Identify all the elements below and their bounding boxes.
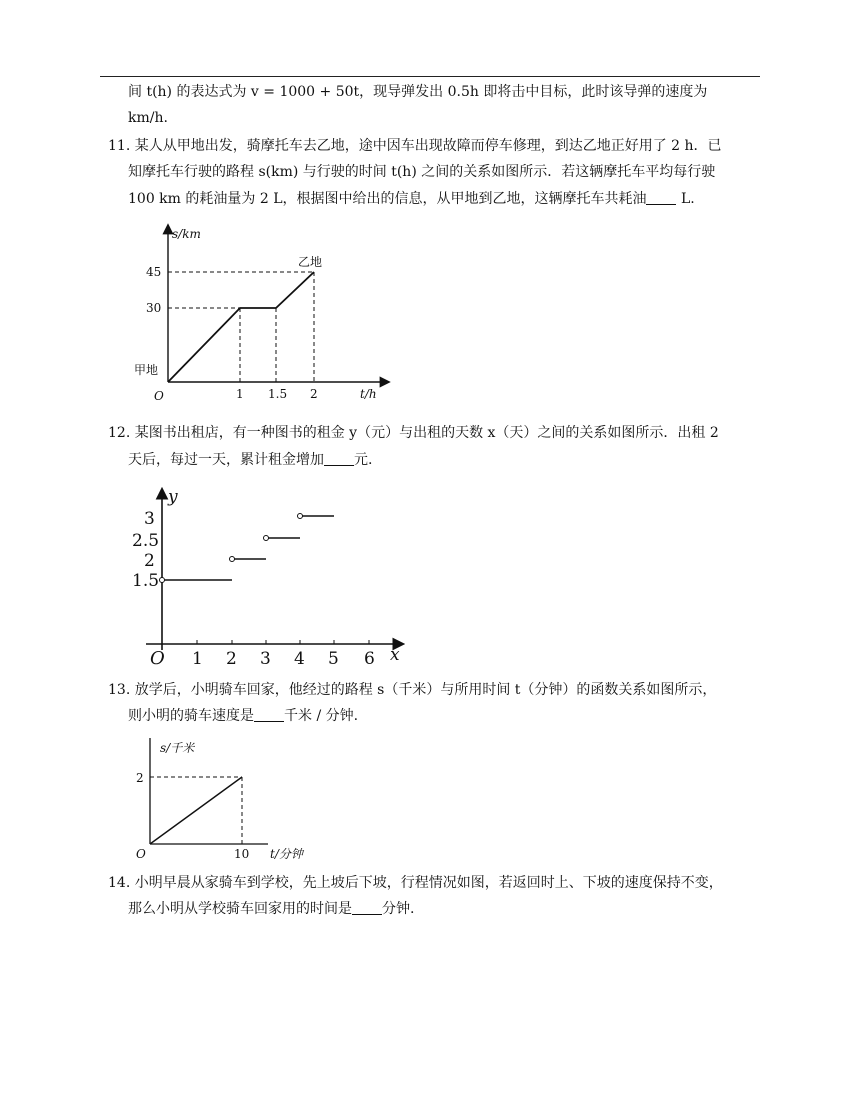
open-point	[264, 536, 269, 541]
figure-rent-step-graph	[128, 484, 418, 669]
x-tick-4: 4	[294, 649, 305, 669]
y-axis-label: y	[168, 487, 178, 507]
q13-line2-text: 则小明的骑车速度是	[128, 708, 254, 724]
x-tick-3: 3	[260, 649, 271, 669]
question-14	[108, 873, 723, 893]
open-point	[160, 578, 165, 583]
y-tick-2: 2	[136, 771, 144, 785]
x-axis-label: t/分钟	[270, 847, 303, 861]
q13-line2	[128, 706, 358, 726]
question-text: 某人从甲地出发，骑摩托车去乙地，途中因车出现故障而停车修理，到达乙地正好用了 2 h．已	[134, 138, 722, 154]
origin-label: O	[136, 847, 146, 861]
question-number: 14.	[108, 875, 131, 891]
question-12	[108, 423, 719, 443]
question-number: 12.	[108, 425, 131, 441]
x-tick-2: 2	[310, 387, 318, 401]
header-rule	[100, 76, 760, 77]
question-text: 放学后，小明骑车回家，他经过的路程 s（千米）与所用时间 t（分钟）的函数关系如图所示，	[134, 682, 717, 698]
question-number: 11.	[108, 138, 131, 154]
answer-blank[interactable]	[324, 451, 354, 466]
distance-curve	[168, 272, 314, 382]
q12-unit: 元.	[354, 452, 373, 468]
start-label: 甲地	[134, 363, 159, 377]
origin-label: O	[150, 648, 165, 669]
answer-blank[interactable]	[352, 900, 382, 915]
question-11	[108, 136, 722, 156]
open-point	[298, 514, 303, 519]
q11-unit: L.	[680, 191, 695, 207]
q14-line2	[128, 899, 414, 919]
x-tick-1: 1	[192, 649, 203, 669]
answer-blank[interactable]	[254, 707, 284, 722]
open-point	[230, 557, 235, 562]
x-tick-2: 2	[226, 649, 237, 669]
y-tick-2: 2	[144, 551, 155, 571]
y-tick-45: 45	[146, 265, 162, 279]
q10-line2: km/h.	[128, 110, 168, 126]
q14-line2-text: 那么小明从学校骑车回家用的时间是	[128, 901, 352, 917]
x-axis-label: t/h	[360, 387, 377, 401]
y-tick-1-5: 1.5	[132, 571, 160, 591]
y-tick-2-5: 2.5	[132, 531, 160, 551]
ride-line	[150, 777, 242, 844]
q13-unit: 千米 / 分钟.	[284, 708, 359, 724]
x-tick-1-5: 1.5	[268, 387, 288, 401]
origin-label: O	[154, 389, 164, 403]
question-number: 13.	[108, 682, 131, 698]
x-tick-5: 5	[328, 649, 339, 669]
y-tick-30: 30	[146, 301, 162, 315]
y-axis-label: s/km	[172, 227, 201, 241]
q10-line1: 间 t(h) 的表达式为 v = 1000 + 50t，现导弹发出 0.5h 即将击中目标，此时该导弹的速度为	[128, 84, 708, 100]
q12-line2-text: 天后，每过一天，累计租金增加	[128, 452, 324, 468]
end-label: 乙地	[298, 255, 323, 269]
x-tick-6: 6	[364, 649, 375, 669]
q11-line2: 知摩托车行驶的路程 s(km) 与行驶的时间 t(h) 之间的关系如图所示．若这辆摩托车平均每行驶	[128, 164, 716, 180]
question-13	[108, 680, 716, 700]
q11-line3-text: 100 km 的耗油量为 2 L，根据图中给出的信息，从甲地到乙地，这辆摩托车共耗油	[128, 191, 647, 207]
x-tick-1: 1	[236, 387, 244, 401]
q12-line2	[128, 450, 372, 470]
answer-blank[interactable]	[646, 190, 676, 205]
q11-line3	[128, 189, 695, 209]
q14-unit: 分钟.	[382, 901, 415, 917]
question-text: 小明早晨从家骑车到学校，先上坡后下坡，行程情况如图，若返回时上、下坡的速度保持不变，	[134, 875, 723, 891]
figure-ride-graph	[128, 736, 328, 866]
question-text: 某图书出租店，有一种图书的租金 y（元）与出租的天数 x（天）之间的关系如图所示．出租 2	[134, 425, 719, 441]
y-tick-3: 3	[144, 509, 155, 529]
figure-distance-time-graph	[128, 222, 398, 407]
x-tick-10: 10	[234, 847, 250, 861]
y-axis-label: s/千米	[160, 741, 195, 755]
x-axis-label: x	[390, 645, 400, 665]
